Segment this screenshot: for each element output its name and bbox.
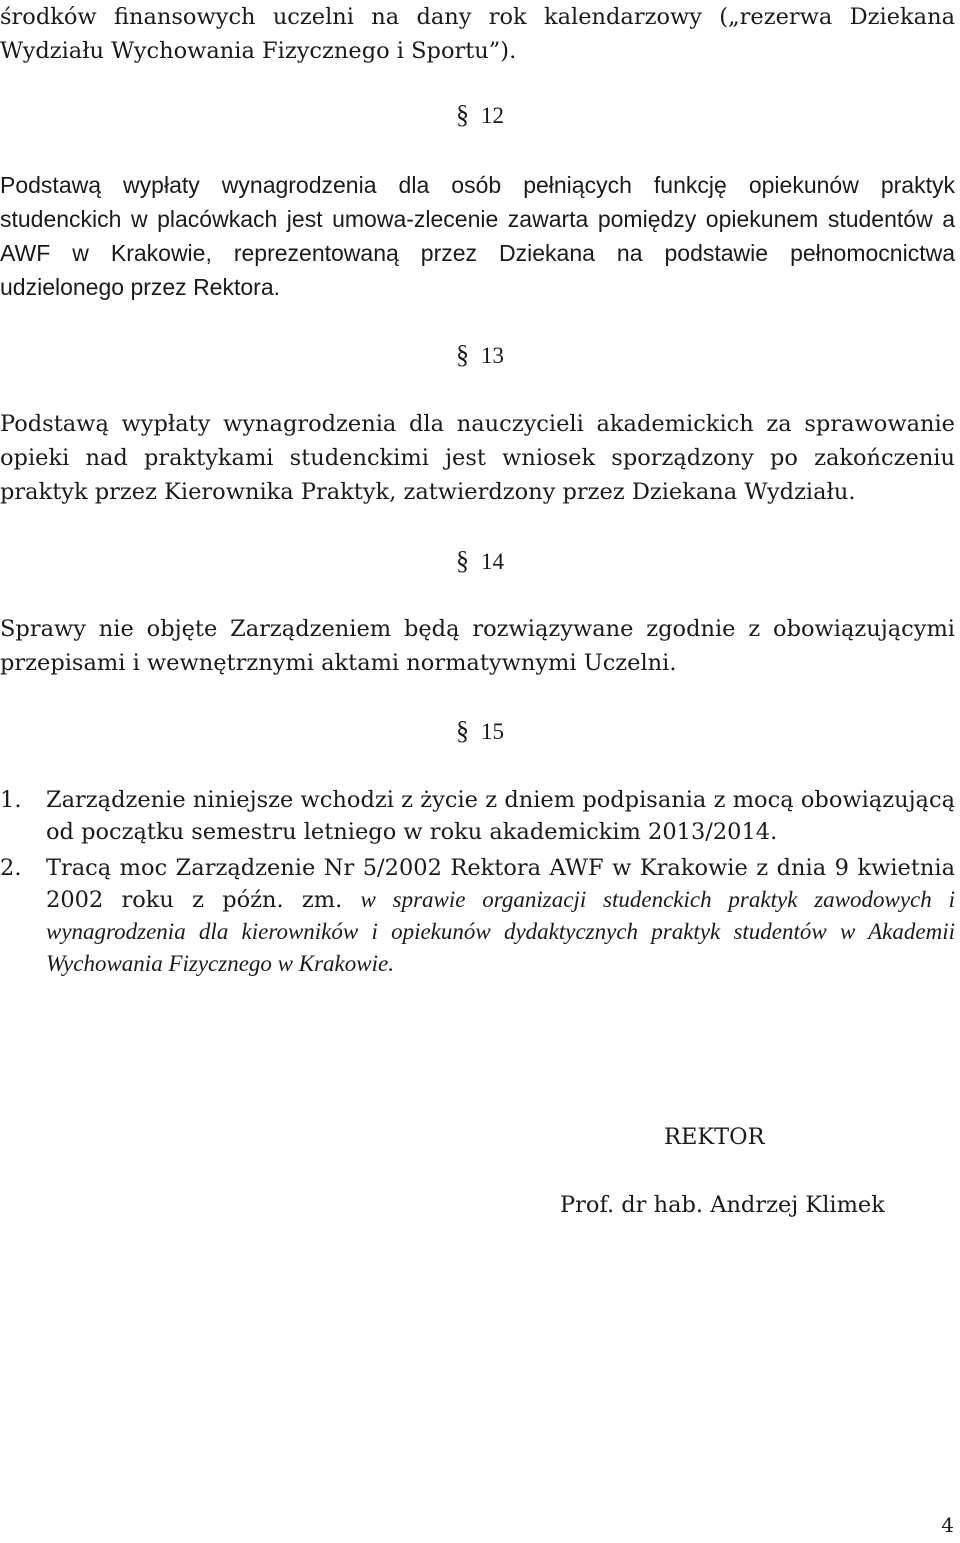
intro-paragraph: środków finansowych uczelni na dany rok kalendarzowy („rezerwa Dziekana Wydziału Wychowania Fizycznego i Sportu”).	[0, 4, 955, 64]
section-symbol: §	[456, 100, 469, 129]
signature-title: REKTOR	[664, 1124, 765, 1150]
list-item-text	[46, 852, 955, 980]
list-item-1	[0, 784, 955, 848]
list-item-text-italic: w sprawie organizacji studenckich praktyk zawodowych i wynagrodzenia dla kierowników i opiekunów dydaktycznych praktyk studentów w Akademii Wychowania Fizycznego w Krakowie.	[46, 887, 955, 976]
section-number: 15	[481, 719, 504, 744]
list-item-text-regular: Tracą moc Zarządzenie Nr 5/2002 Rektora AWF w Krakowie z dnia 9 kwietnia 2002 roku z późn. zm.	[46, 855, 955, 913]
page-number: 4	[941, 1513, 954, 1537]
list-item-text: Zarządzenie niniejsze wchodzi z życie z dniem podpisania z mocą obowiązującą od początku semestru letniego w roku akademickim 2013/2014.	[46, 787, 955, 845]
signature-name: Prof. dr hab. Andrzej Klimek	[560, 1192, 885, 1218]
section-14-paragraph: Sprawy nie objęte Zarządzeniem będą rozwiązywane zgodnie z obowiązującymi przepisami i wewnętrznymi aktami normatywnymi Uczelni.	[0, 616, 955, 676]
section-number: 12	[481, 103, 504, 128]
section-heading-12	[0, 98, 960, 133]
section-symbol: §	[456, 340, 469, 369]
section-12-paragraph: Podstawą wypłaty wynagrodzenia dla osób pełniących funkcję opiekunów praktyk studenckich w placówkach jest umowa-zlecenie zawarta pomiędzy opiekunem studentów a AWF w Krakowie, reprezentowaną przez Dziekana na podstawie pełnomocnictwa udzielonego przez Rektora.	[0, 172, 955, 300]
section-number: 13	[481, 343, 504, 368]
section-13-paragraph: Podstawą wypłaty wynagrodzenia dla nauczycieli akademickich za sprawowanie opieki nad praktykami studenckimi jest wniosek sporządzony po zakończeniu praktyk przez Kierownika Praktyk, zatwierdzony przez Dziekana Wydziału.	[0, 411, 955, 505]
list-item-number: 1.	[0, 787, 22, 813]
list-item-2	[0, 852, 955, 980]
section-symbol: §	[456, 716, 469, 745]
section-number: 14	[481, 549, 504, 574]
list-item-number: 2.	[0, 855, 22, 881]
section-heading-13	[0, 338, 960, 373]
section-heading-14	[0, 544, 960, 579]
section-symbol: §	[456, 546, 469, 575]
section-heading-15	[0, 714, 960, 749]
